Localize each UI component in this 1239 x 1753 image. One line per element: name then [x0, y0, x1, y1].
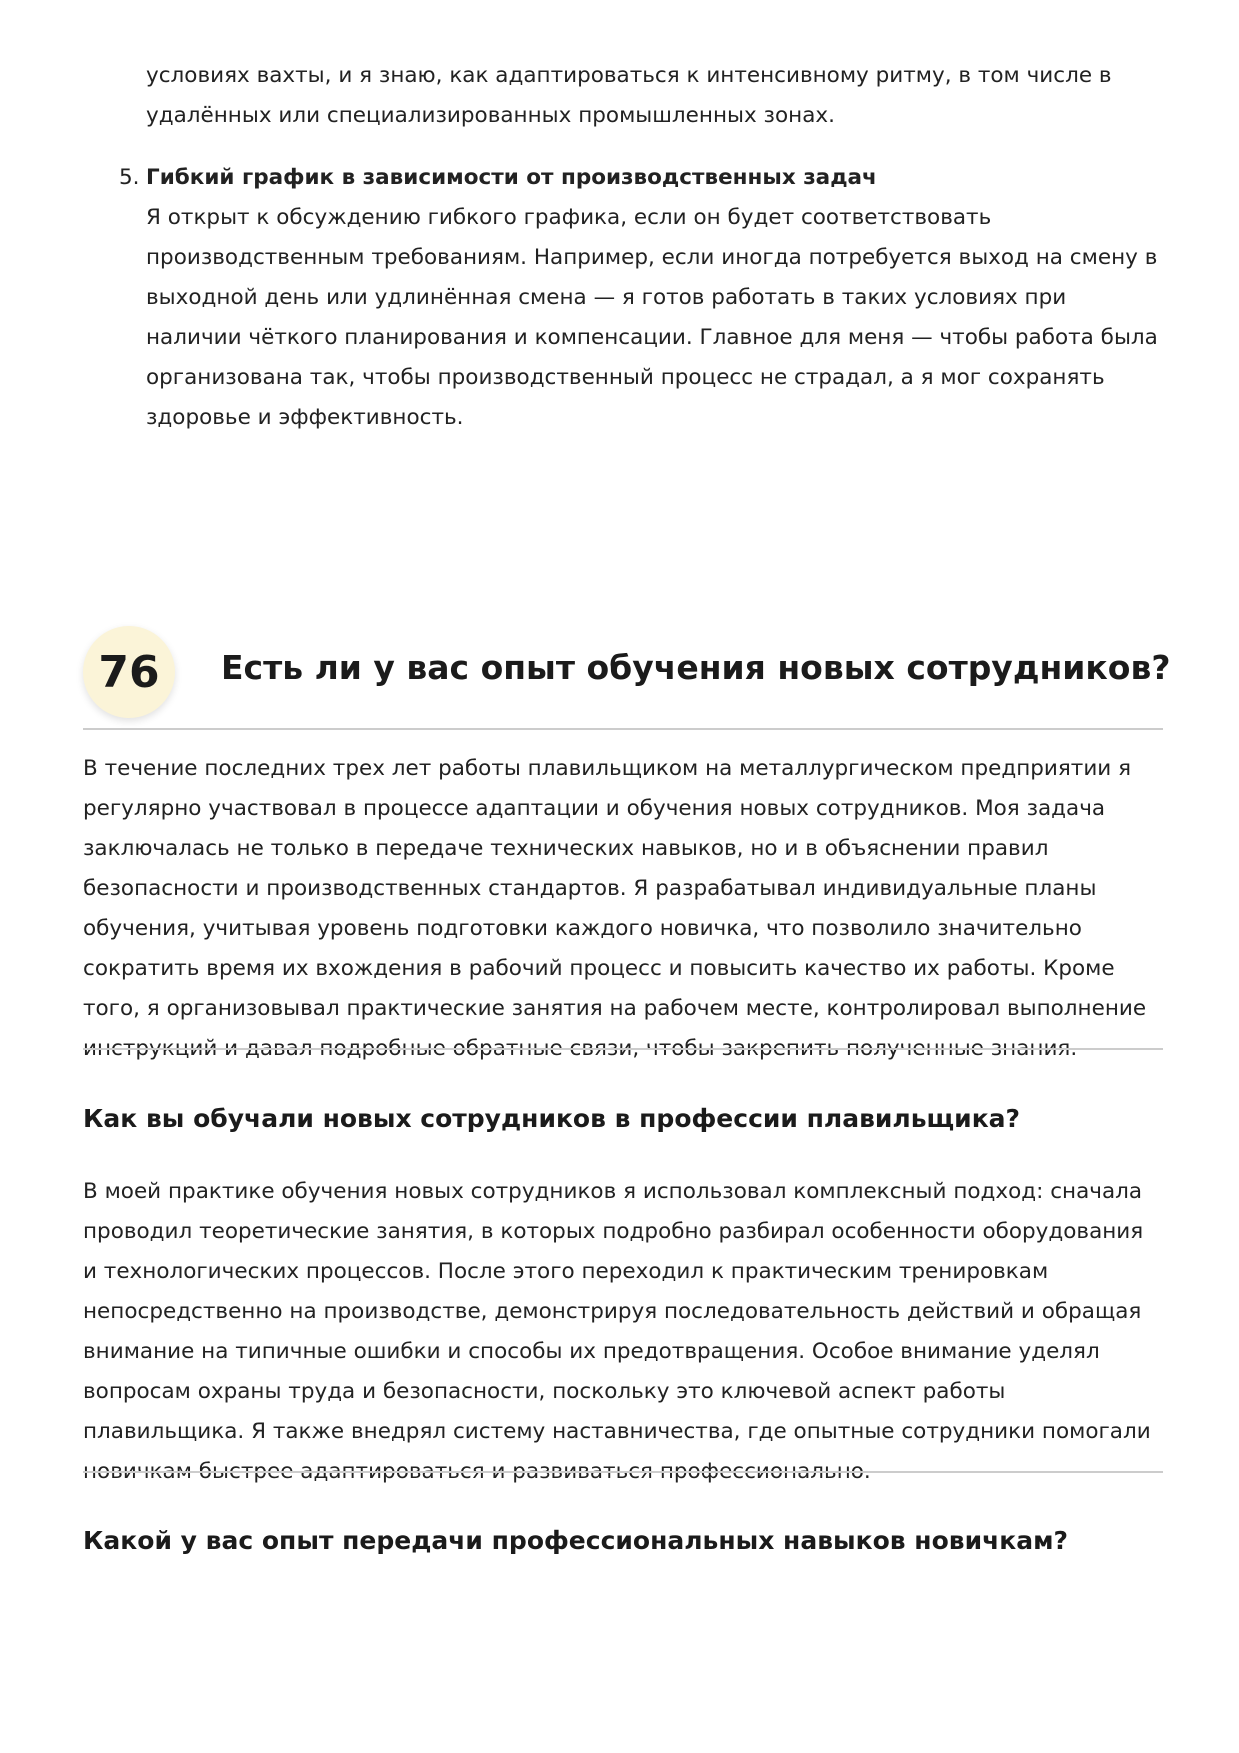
section-divider [83, 1471, 1163, 1473]
list-item-5 [119, 158, 1163, 438]
section-divider [83, 1048, 1163, 1050]
list-item-title: Гибкий график в зависимости от производственных задач [146, 165, 877, 190]
question-answer: В течение последних трех лет работы плавильщиком на металлургическом предприятии я регулярно участвовал в процессе адаптации и обучения новых сотрудников. Моя задача заключалась не только в передаче технических навыков, но и в объяснении правил безопасности и производственных стандартов. Я разрабатывал индивидуальные планы обучения, учитывая уровень подготовки каждого новичка, что позволило значительно сократить время их вхождения в рабочий процесс и повысить качество их работы. Кроме того, я организовывал практические занятия на рабочем месте, контролировал выполнение инструкций и давал подробные обратные связи, чтобы закрепить полученные знания. [83, 756, 1147, 1061]
list-item-continuation: условиях вахты, и я знаю, как адаптироваться к интенсивному ритму, в том числе в удалённых или специализированных промышленных зонах. [146, 63, 1112, 128]
document-page [83, 56, 1171, 1555]
followup-answer-1: В моей практике обучения новых сотрудников я использовал комплексный подход: сначала проводил теоретические занятия, в которых подробно разбирал особенности оборудования и технологических процессов. После этого переходил к практическим тренировкам непосредственно на производстве, демонстрируя последовательность действий и обращая внимание на типичные ошибки и способы их предотвращения. Особое внимание уделял вопросам охраны труда и безопасности, поскольку это ключевой аспект работы плавильщика. Я также внедрял систему наставничества, где опытные сотрудники помогали новичкам быстрее адаптироваться и развиваться профессионально. [83, 1179, 1151, 1484]
question-title: Есть ли у вас опыт обучения новых сотрудников? [221, 648, 1171, 687]
followup-title-2: Какой у вас опыт передачи профессиональных навыков новичкам? [83, 1526, 1069, 1555]
question-header [83, 616, 1171, 730]
followup-title-1: Как вы обучали новых сотрудников в профессии плавильщика? [83, 1104, 1021, 1133]
list-item-number: 5. [119, 165, 140, 190]
question-number-badge: 76 [83, 626, 175, 718]
list-item-text: Я открыт к обсуждению гибкого графика, если он будет соответствовать производственным требованиям. Например, если иногда потребуется выход на смену в выходной день или удлинённая смена — я готов работать в таких условиях при наличии чёткого планирования и компенсации. Главное для меня — чтобы работа была организована так, чтобы производственный процесс не страдал, а я мог сохранять здоровье и эффективность. [146, 205, 1158, 430]
